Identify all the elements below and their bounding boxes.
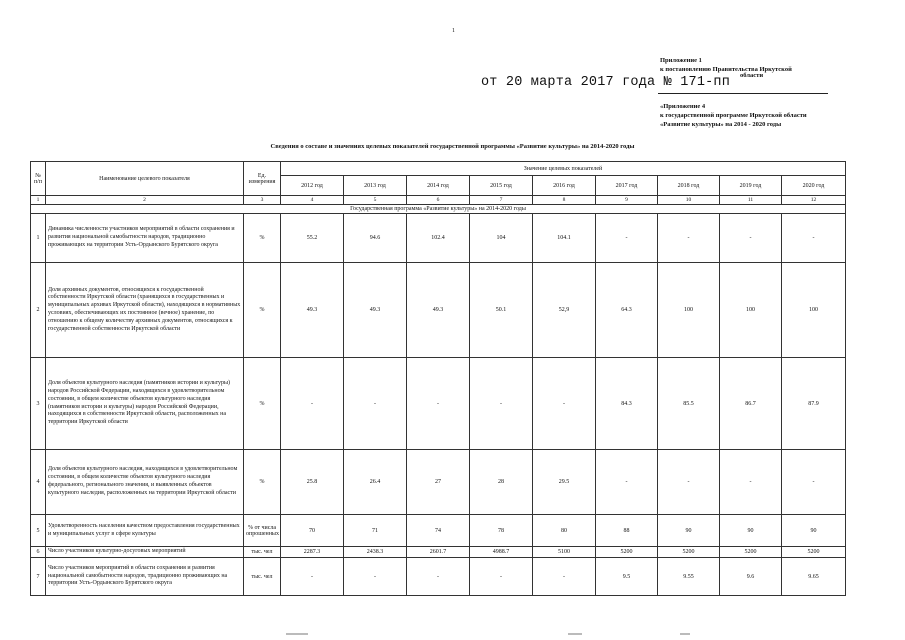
year-header: 2018 год: [658, 176, 720, 196]
indicators-table: [30, 161, 846, 596]
indicator-value: 5200: [782, 547, 846, 558]
indicator-value: 49.3: [344, 263, 407, 358]
row-number: 1: [31, 214, 46, 263]
indicator-unit: %: [244, 450, 281, 515]
indicator-value: 26.4: [344, 450, 407, 515]
row-number: 4: [31, 450, 46, 515]
row-number: 7: [31, 558, 46, 596]
indicator-value: -: [281, 358, 344, 450]
scan-mark: [680, 633, 690, 635]
indicator-value: 90: [720, 515, 782, 547]
indicator-value: -: [782, 214, 846, 263]
indicator-unit: % от числа опрошенных: [244, 515, 281, 547]
indicator-value: 5200: [720, 547, 782, 558]
indicator-value: 80: [533, 515, 596, 547]
program-name: Государственная программа «Развитие культуры» на 2014-2020 годы: [31, 205, 846, 214]
indicator-value: -: [470, 358, 533, 450]
column-number: 9: [596, 196, 658, 205]
indicator-value: 25.8: [281, 450, 344, 515]
indicator-value: -: [596, 214, 658, 263]
column-number: 8: [533, 196, 596, 205]
indicator-unit: %: [244, 214, 281, 263]
year-header: 2017 год: [596, 176, 658, 196]
column-number: 5: [344, 196, 407, 205]
table-row: [31, 558, 846, 596]
column-number: 1: [31, 196, 46, 205]
indicator-value: 90: [658, 515, 720, 547]
page-number: 1: [452, 28, 455, 34]
appendix1-line3: области: [740, 71, 764, 79]
indicator-value: 70: [281, 515, 344, 547]
indicator-value: 87.9: [782, 358, 846, 450]
header-unit: Ед. измерения: [244, 162, 281, 196]
indicator-value: 5200: [596, 547, 658, 558]
column-number: 11: [720, 196, 782, 205]
indicator-value: 94.6: [344, 214, 407, 263]
indicator-value: 90: [782, 515, 846, 547]
indicator-value: -: [533, 558, 596, 596]
decree-date-number: от 20 марта 2017 года № 171-пп: [481, 75, 731, 90]
year-header: 2015 год: [470, 176, 533, 196]
column-number: 3: [244, 196, 281, 205]
year-header: 2013 год: [344, 176, 407, 196]
indicator-value: 100: [658, 263, 720, 358]
indicator-value: 9.6: [720, 558, 782, 596]
indicator-value: 9.65: [782, 558, 846, 596]
indicator-value: 49.3: [281, 263, 344, 358]
year-header: 2014 год: [407, 176, 470, 196]
indicator-value: 27: [407, 450, 470, 515]
column-number: 2: [46, 196, 244, 205]
indicator-value: -: [344, 358, 407, 450]
year-header: 2020 год: [782, 176, 846, 196]
indicator-value: 100: [782, 263, 846, 358]
table-row: [31, 547, 846, 558]
indicator-value: 9.55: [658, 558, 720, 596]
indicator-name: Доля объектов культурного наследия (памятников истории и культуры) народов Российской Федерации, находящихся в удовлетворительном состоянии, в общем количестве объектов культурного наследия (памятников истории и культуры) народов Российской Федерации, находящихся в собственности Иркутской области, расположенных на территории Иркутской области: [46, 358, 244, 450]
table-row: [31, 263, 846, 358]
indicator-name: Динамика численности участников мероприятий в области сохранения и развития национальной самобытности народов, традиционно проживающих на территории Усть-Ордынского Бурятского округа: [46, 214, 244, 263]
appendix4-line2: к государственной программе Иркутской области: [660, 111, 807, 119]
row-number: 2: [31, 263, 46, 358]
program-row: [31, 205, 846, 214]
indicator-value: 104.1: [533, 214, 596, 263]
decree-underline: [658, 93, 828, 94]
indicator-unit: тыс. чел: [244, 547, 281, 558]
column-number: 4: [281, 196, 344, 205]
indicator-value: 28: [470, 450, 533, 515]
header-num: № п/п: [31, 162, 46, 196]
row-number: 6: [31, 547, 46, 558]
row-number: 5: [31, 515, 46, 547]
indicator-name: Число участников мероприятий в области сохранения и развития национальной самобытности народов, традиционно проживающих на территории Усть-Ордынского Бурятского округа: [46, 558, 244, 596]
indicator-value: 2438.3: [344, 547, 407, 558]
table-row: [31, 450, 846, 515]
indicator-value: 49.3: [407, 263, 470, 358]
indicator-value: -: [658, 214, 720, 263]
indicator-value: -: [658, 450, 720, 515]
indicator-value: 2287.3: [281, 547, 344, 558]
header-indicator-name: Наименование целевого показателя: [46, 162, 244, 196]
indicator-value: -: [281, 558, 344, 596]
indicator-value: 64.3: [596, 263, 658, 358]
indicator-value: 84.3: [596, 358, 658, 450]
indicator-value: 29.5: [533, 450, 596, 515]
indicator-value: -: [533, 358, 596, 450]
appendix4-line1: «Приложение 4: [660, 103, 706, 110]
indicator-value: 102.4: [407, 214, 470, 263]
indicator-unit: %: [244, 263, 281, 358]
indicator-value: 5200: [658, 547, 720, 558]
column-number: 6: [407, 196, 470, 205]
row-number: 3: [31, 358, 46, 450]
column-number: 10: [658, 196, 720, 205]
indicator-value: 2601.7: [407, 547, 470, 558]
indicator-value: 50.1: [470, 263, 533, 358]
indicator-name: Число участников культурно-досуговых мероприятий: [46, 547, 244, 558]
indicator-value: 78: [470, 515, 533, 547]
indicator-name: Удовлетворенность населения качеством предоставления государственных и муниципальных услуг в сфере культуры: [46, 515, 244, 547]
indicator-value: -: [596, 450, 658, 515]
year-header: 2019 год: [720, 176, 782, 196]
column-number: 12: [782, 196, 846, 205]
indicator-unit: тыс. чел: [244, 558, 281, 596]
indicator-value: 100: [720, 263, 782, 358]
indicator-value: 74: [407, 515, 470, 547]
indicator-value: -: [344, 558, 407, 596]
indicators-body: [31, 214, 846, 596]
table-row: [31, 358, 846, 450]
indicator-value: 88: [596, 515, 658, 547]
table-row: [31, 515, 846, 547]
indicator-value: 5100: [533, 547, 596, 558]
year-header: 2016 год: [533, 176, 596, 196]
indicator-value: -: [782, 450, 846, 515]
year-header: 2012 год: [281, 176, 344, 196]
document-title: Сведения о составе и значениях целевых показателей государственной программы «Развитие культуры» на 2014-2020 годы: [270, 143, 635, 150]
indicator-value: -: [720, 450, 782, 515]
scan-mark: [568, 633, 582, 635]
indicator-value: 71: [344, 515, 407, 547]
column-numbers-row: [31, 196, 846, 205]
indicator-value: 52,9: [533, 263, 596, 358]
indicator-name: Доля объектов культурного наследия, находящихся в удовлетворительном состоянии, в общем количестве объектов культурного наследия федерального, регионального значения, и выявленных объектов культурного наследия, расположенных на территории Иркутской области: [46, 450, 244, 515]
indicator-value: 55.2: [281, 214, 344, 263]
indicator-value: 4988.7: [470, 547, 533, 558]
table-row: [31, 214, 846, 263]
column-number: 7: [470, 196, 533, 205]
indicator-value: 86.7: [720, 358, 782, 450]
appendix4-header: [660, 103, 880, 129]
header-values: Значение целевых показателей: [281, 162, 846, 176]
indicator-value: -: [407, 358, 470, 450]
appendix1-line1: Приложение 1: [660, 57, 702, 64]
indicator-value: -: [720, 214, 782, 263]
indicator-value: -: [407, 558, 470, 596]
indicator-unit: %: [244, 358, 281, 450]
indicator-value: 104: [470, 214, 533, 263]
indicator-name: Доля архивных документов, относящихся к государственной собственности Иркутской области (хранящихся в государственных и муниципальных архивах Иркутской области), находящихся в нормативных условиях, обеспечивающих их постоянное (вечное) хранение, по отношению к общему количеству архивных документов, относящихся к государственной собственности Иркутской области: [46, 263, 244, 358]
scan-mark: [286, 633, 308, 635]
appendix4-line3: «Развитие культуры» на 2014 - 2020 годы: [660, 120, 782, 128]
indicator-value: 85.5: [658, 358, 720, 450]
appendix1-line2: к постановлению Правительства Иркутской: [660, 65, 792, 73]
indicator-value: 9.5: [596, 558, 658, 596]
indicator-value: -: [470, 558, 533, 596]
